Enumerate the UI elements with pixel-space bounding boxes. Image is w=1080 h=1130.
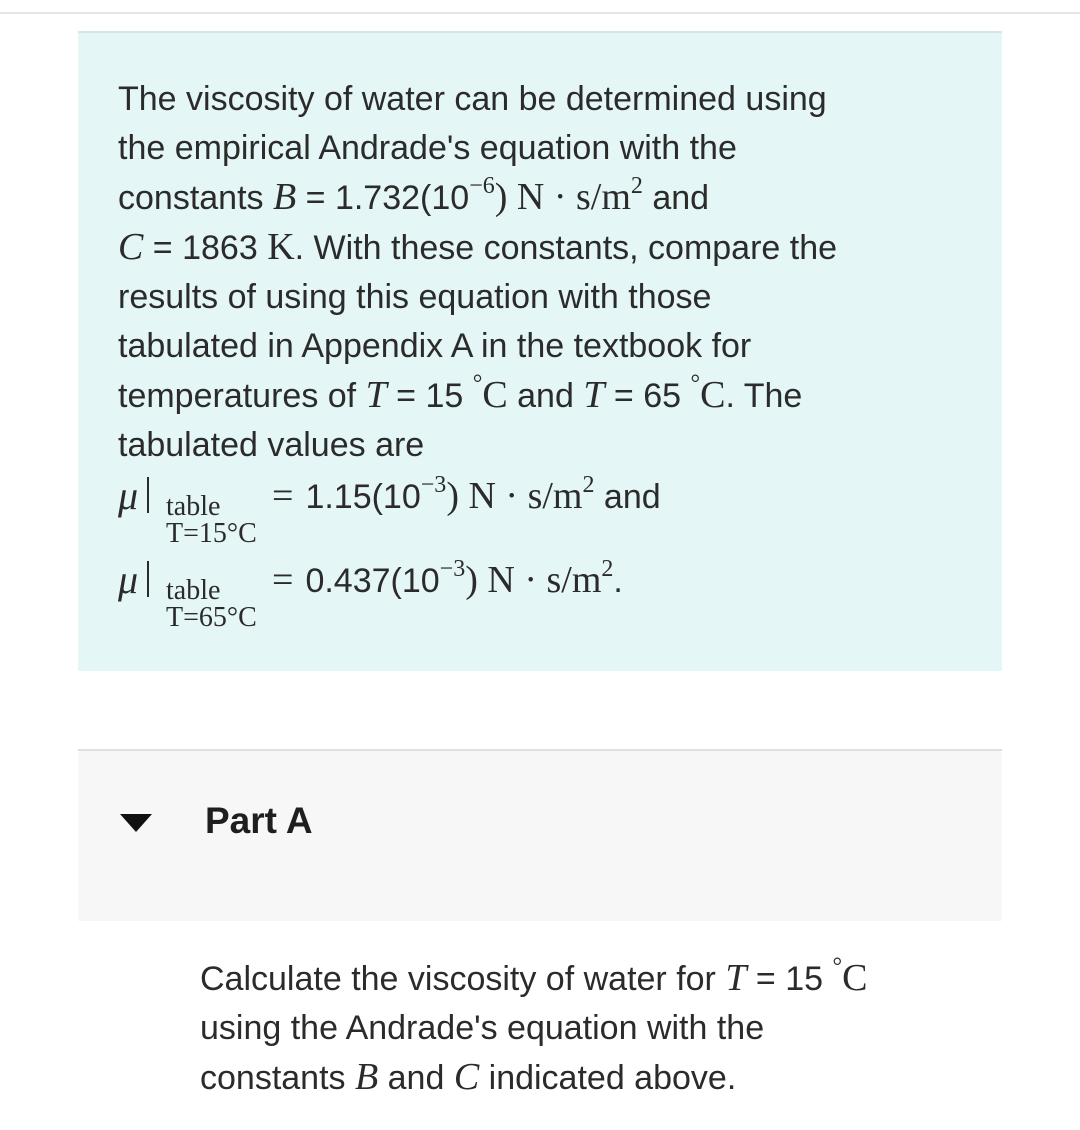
t2-value: 65 [643,377,691,415]
celsius-unit: C [842,957,868,999]
equals-sign: = [386,377,426,415]
equation-value [272,555,623,606]
celsius-unit: C [700,374,726,416]
text-span: Calculate the viscosity of water for [200,960,726,998]
equation-suffix: . [613,562,623,600]
text-span: and [507,377,584,415]
var-c: C [118,226,144,268]
part-a-question [200,954,1060,1103]
evaluation-bar [147,477,149,513]
equals-sign: = [296,179,335,217]
mu-symbol: μ [118,473,139,518]
subscript-table: table [166,491,221,522]
equation-mu-15c [118,471,978,551]
text-span: indicated above. [479,1059,737,1097]
b-exponent: −6 [469,173,495,199]
problem-line-7 [118,371,978,421]
subscript-temperature: T=15°C [166,518,257,549]
mu-exponent: −3 [439,556,466,582]
t1-value: 15 [425,377,473,415]
unit-exponent: 2 [630,173,643,199]
celsius-unit: C [482,374,508,416]
subscript-temperature: T=65°C [166,602,257,633]
equals-sign: = [143,229,183,267]
top-divider [0,12,1080,14]
mu-symbol: μ [118,557,139,602]
and-word: and [642,179,710,217]
equals-sign: = [272,475,294,517]
mu-value: 1.15(10 [305,478,421,516]
equation-value [272,471,661,522]
mu-unit: ) N · s/m [446,475,583,517]
subscript-table: table [166,575,221,606]
c-value: 1863 [182,229,268,267]
unit-exponent: 2 [582,472,595,498]
equation-suffix: and [594,478,661,516]
caret-down-icon[interactable] [120,814,152,832]
mu-value: 0.437(10 [305,562,440,600]
question-line-2: using the Andrade's equation with the [200,1009,765,1047]
var-t: T [365,374,387,416]
text-span: . With these constants, compare the [294,229,838,267]
and-word: and [378,1059,454,1097]
mu-exponent: −3 [420,472,447,498]
equals-sign: = [604,377,644,415]
mu-unit: ) N · s/m [465,559,602,601]
problem-line-4 [118,223,978,273]
problem-statement-text [118,75,978,470]
problem-line-2: the empirical Andrade's equation with the [118,129,737,167]
part-a-header[interactable] [78,751,1002,921]
evaluation-bar [147,561,149,597]
c-unit: K [267,226,295,268]
problem-line-1: The viscosity of water can be determined using [118,80,827,118]
unit-exponent: 2 [601,556,614,582]
var-b: B [272,176,297,218]
b-unit: ) N · s/m [494,176,631,218]
question-line-1 [200,954,1060,1004]
var-t: T [583,374,605,416]
var-c: C [453,1056,480,1098]
problem-line-8: tabulated values are [118,426,425,464]
var-t: T [725,957,747,999]
text-span: temperatures of [118,377,366,415]
question-line-3 [200,1053,1060,1103]
problem-line-3 [118,173,978,223]
degree-symbol: ° [832,954,843,980]
t-value: = 15 [746,960,833,998]
degree-symbol: ° [472,371,483,397]
problem-line-6: tabulated in Appendix A in the textbook for [118,327,752,365]
part-a-title[interactable]: Part A [205,800,313,841]
var-b: B [354,1056,379,1098]
degree-symbol: ° [690,371,701,397]
equation-mu-65c [118,555,978,635]
b-value: 1.732(10 [334,179,470,217]
problem-statement-box [78,31,1002,671]
text-span: constants [118,179,273,217]
equals-sign: = [272,559,294,601]
text-span: constants [200,1059,355,1097]
problem-line-5: results of using this equation with those [118,278,712,316]
text-span: . The [725,377,803,415]
